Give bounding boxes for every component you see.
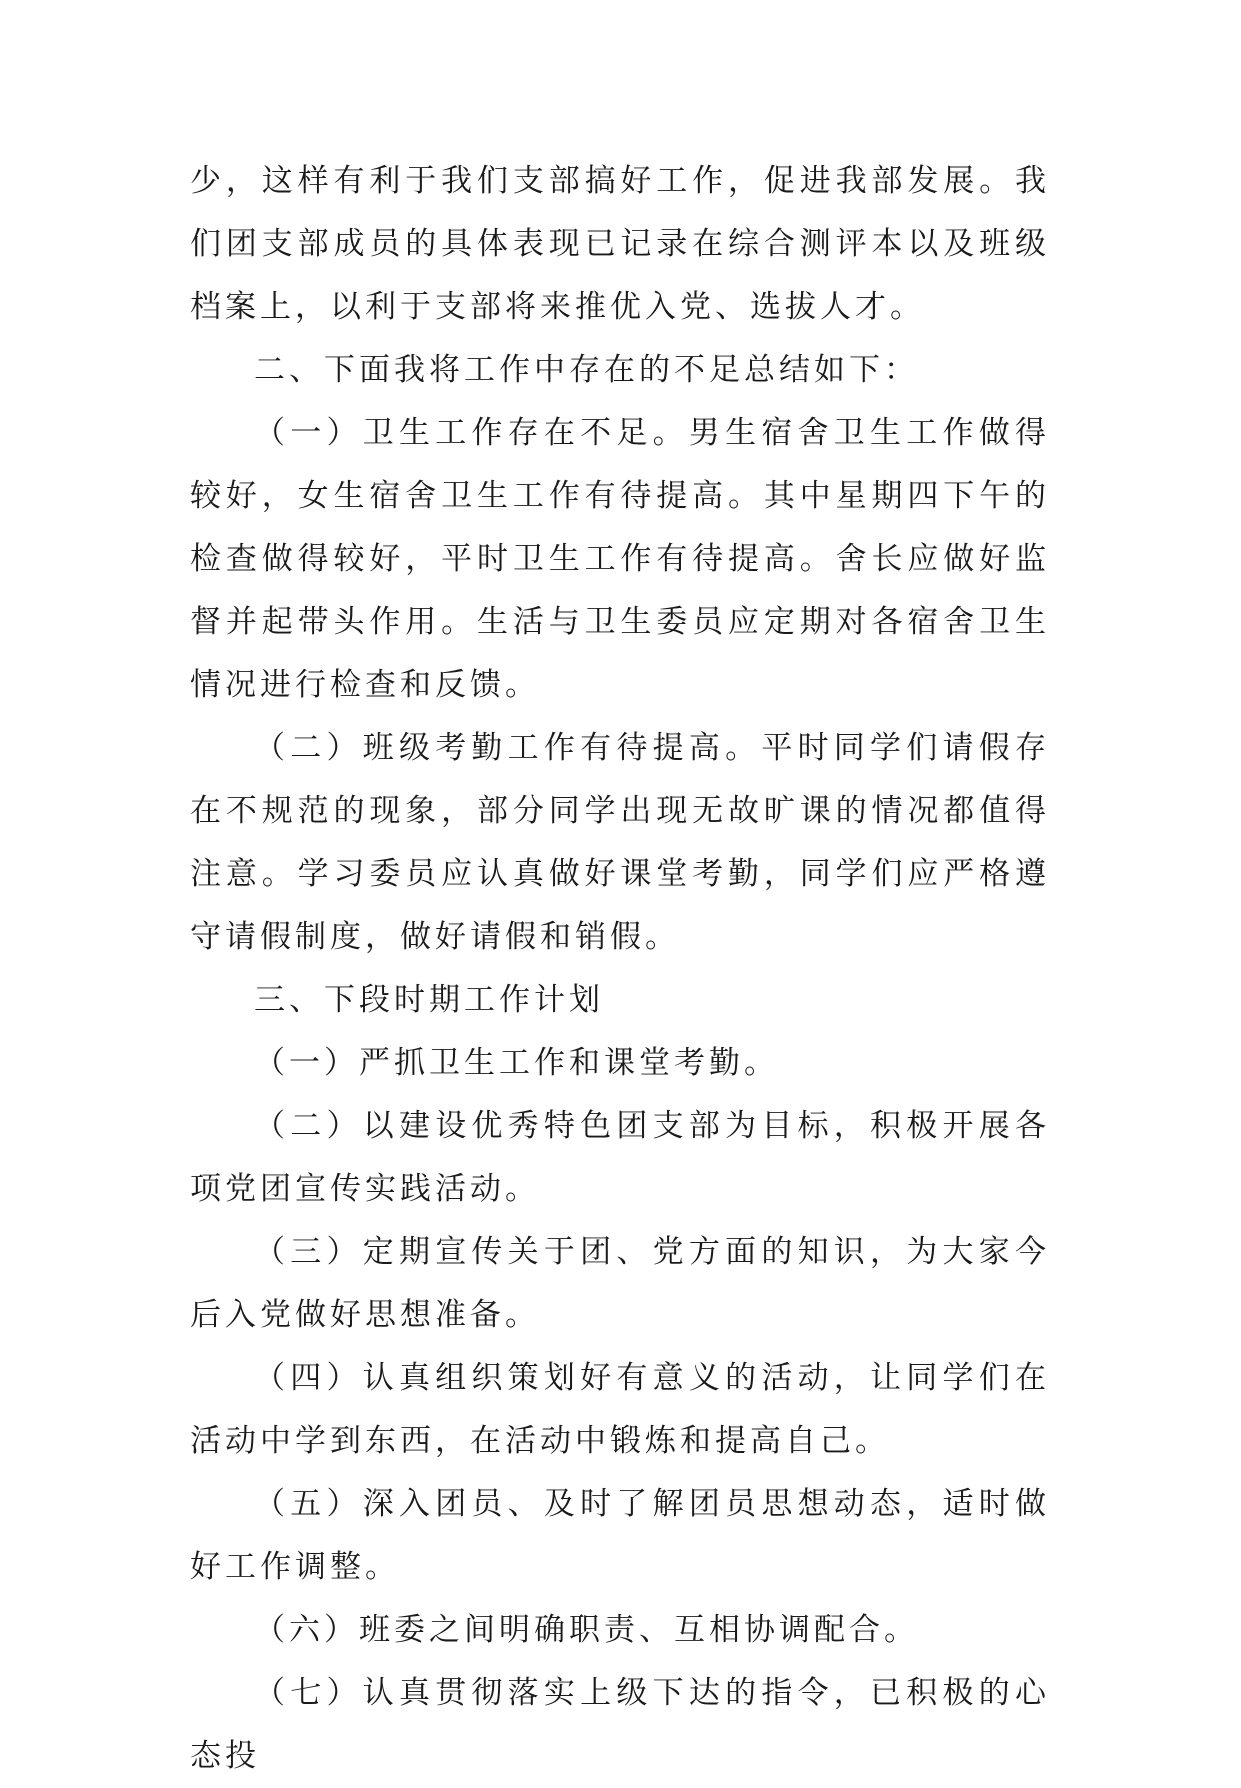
plan-item-1: （一）严抓卫生工作和课堂考勤。: [254, 1045, 779, 1081]
plan-item-7: （七）认真贯彻落实上级下达的指令，已积极的心态投: [190, 1675, 1050, 1774]
paragraph-attendance: （二）班级考勤工作有待提高。平时同学们请假存在不规范的现象，部分同学出现无故旷课的情况都值得注意。学习委员应认真做好课堂考勤，同学们应严格遵守请假制度，做好请假和销假。: [190, 730, 1050, 955]
paragraph-hygiene: （一）卫生工作存在不足。男生宿舍卫生工作做得较好，女生宿舍卫生工作有待提高。其中星期四下午的检查做得较好，平时卫生工作有待提高。舍长应做好监督并起带头作用。生活与卫生委员应定期对各宿舍卫生情况进行检查和反馈。: [190, 415, 1050, 703]
plan-item-5: （五）深入团员、及时了解团员思想动态，适时做好工作调整。: [190, 1486, 1050, 1585]
plan-item-4: （四）认真组织策划好有意义的活动，让同学们在活动中学到东西，在活动中锻炼和提高自己。: [190, 1360, 1050, 1459]
document-body: [190, 150, 1050, 1788]
paragraph-continuation: 少，这样有利于我们支部搞好工作，促进我部发展。我们团支部成员的具体表现已记录在综合测评本以及班级档案上，以利于支部将来推优入党、选拔人才。: [190, 163, 1050, 325]
plan-item-6: （六）班委之间明确职责、互相协调配合。: [254, 1612, 919, 1648]
section-heading-plan: 三、下段时期工作计划: [254, 982, 604, 1018]
plan-item-2: （二）以建设优秀特色团支部为目标，积极开展各项党团宣传实践活动。: [190, 1108, 1050, 1207]
section-heading-shortcomings: 二、下面我将工作中存在的不足总结如下：: [254, 352, 919, 388]
plan-item-3: （三）定期宣传关于团、党方面的知识，为大家今后入党做好思想准备。: [190, 1234, 1050, 1333]
